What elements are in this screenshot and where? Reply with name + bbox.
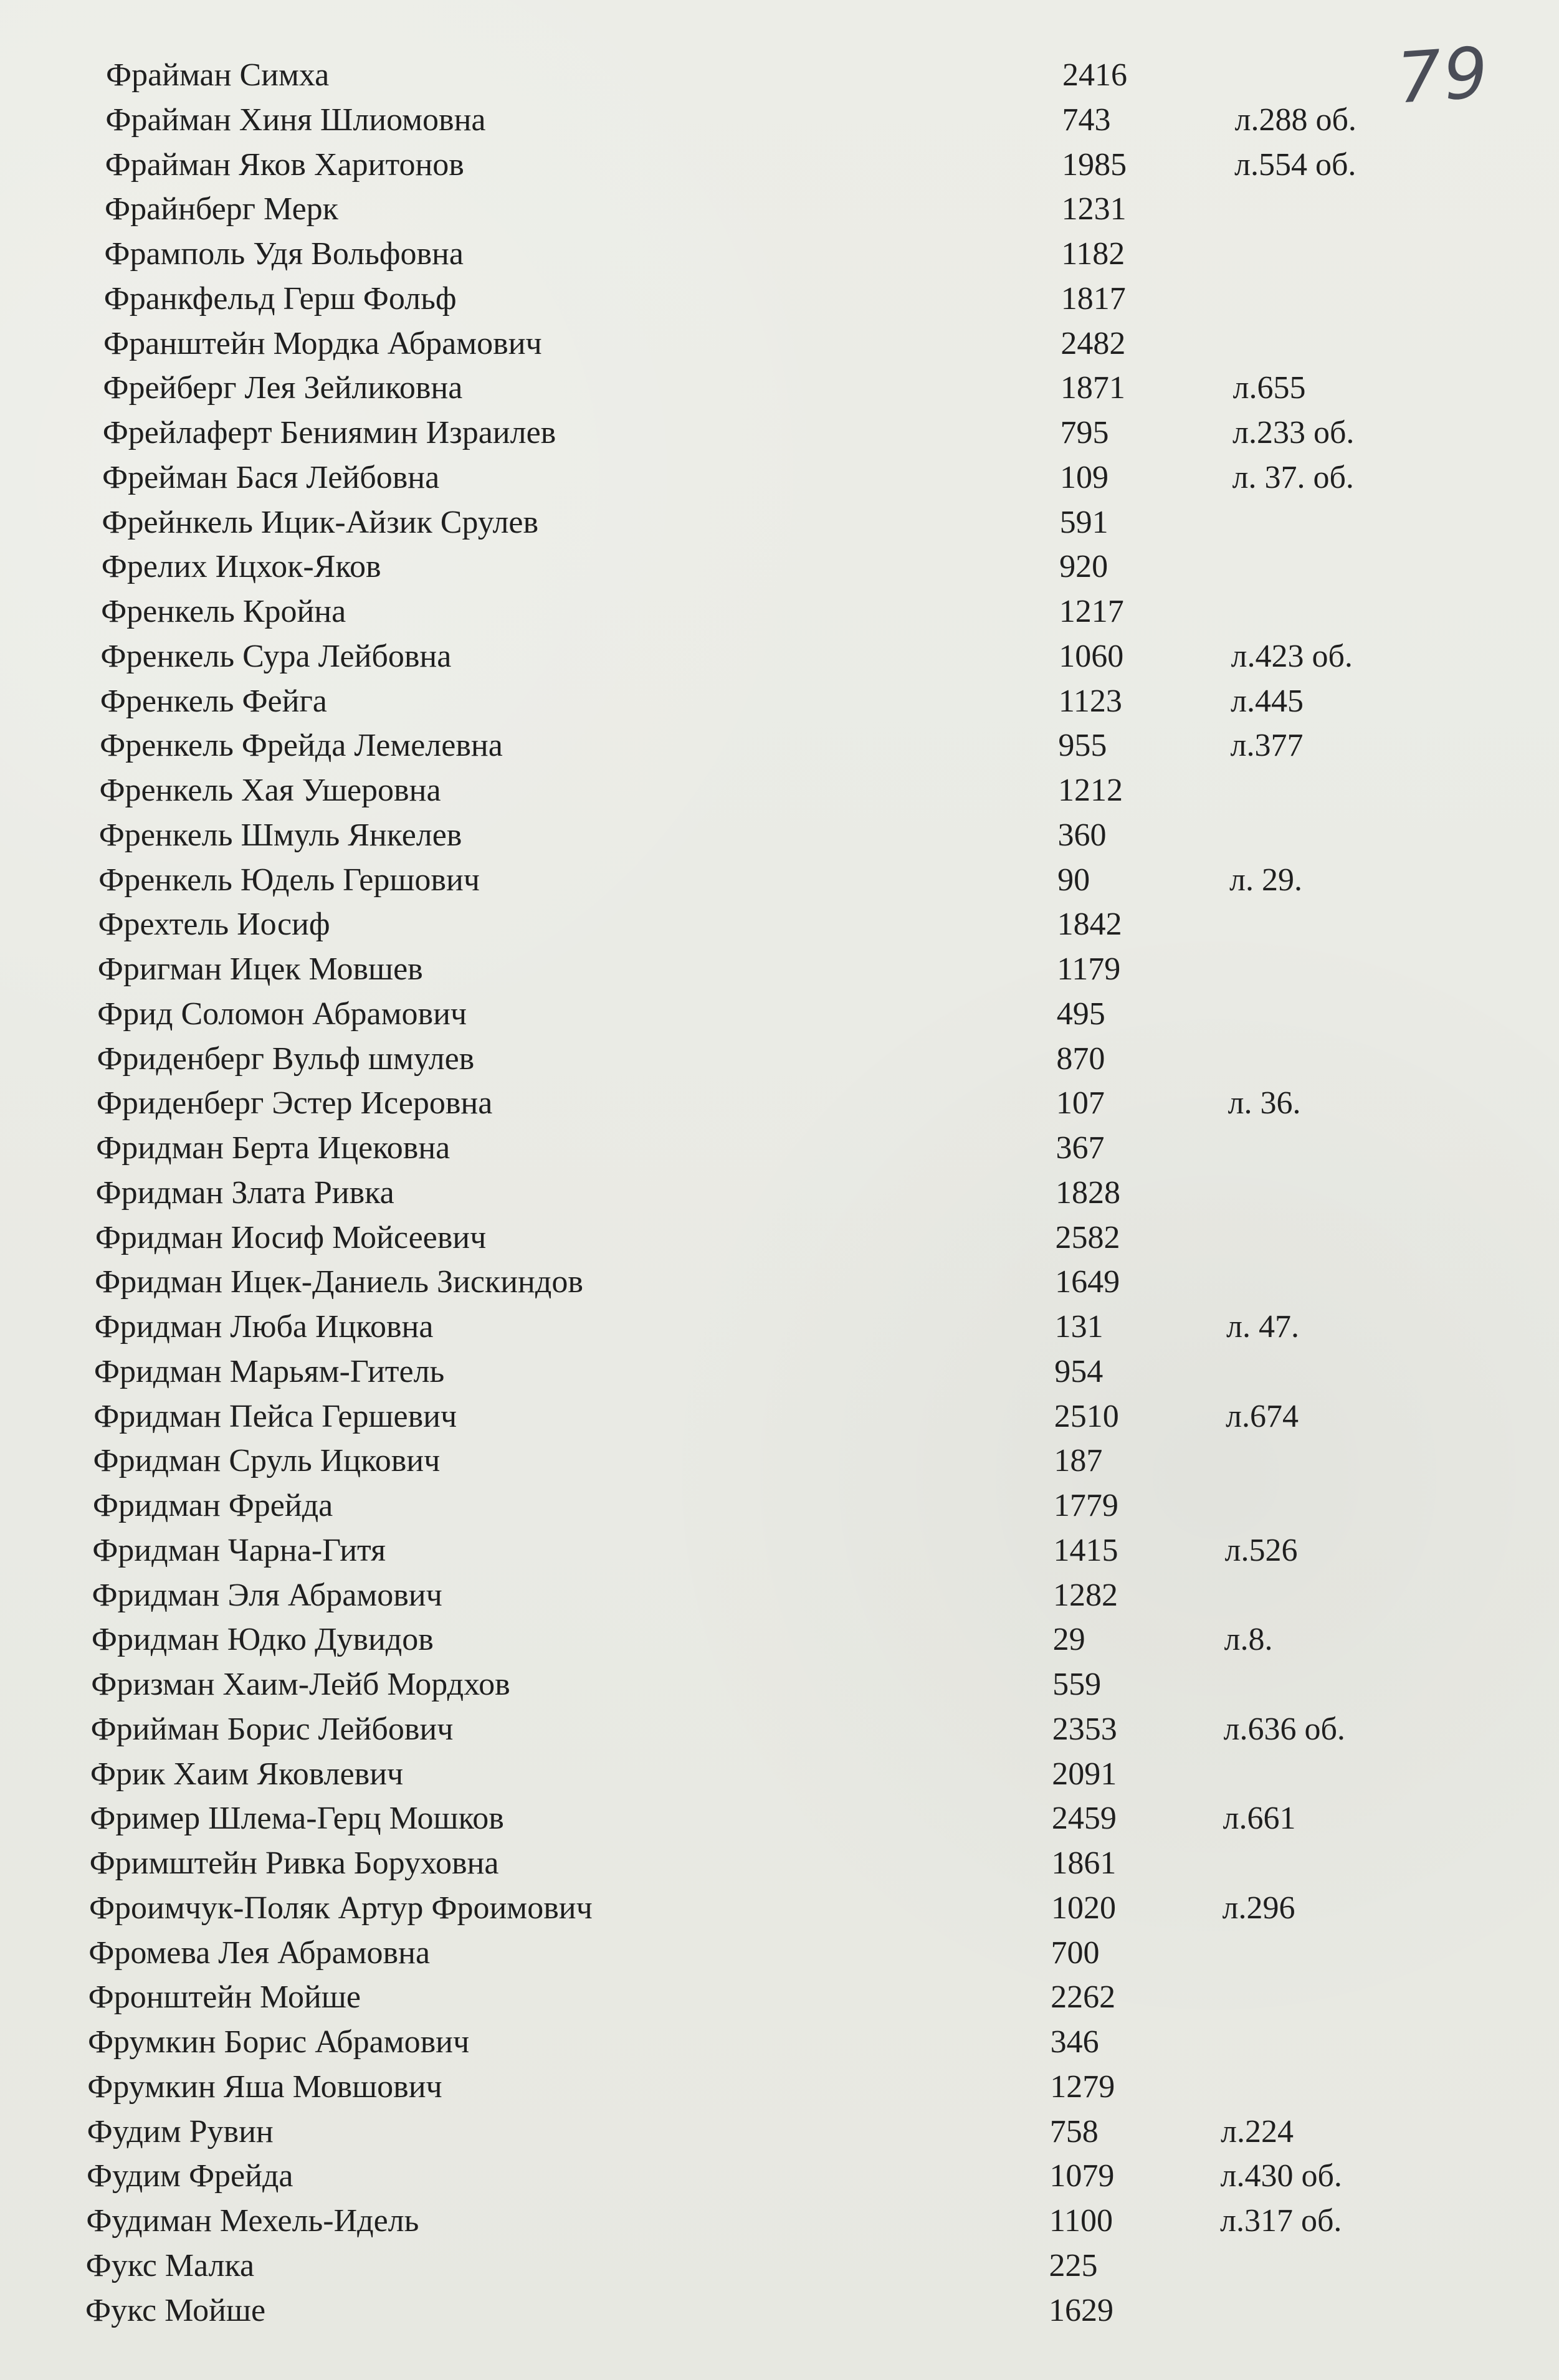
entry-name: Фрейнкель Ицик-Айзик Срулев	[102, 504, 539, 540]
entry-number: 1817	[1061, 280, 1126, 317]
entry-name: Фрумкин Яша Мовшович	[87, 2068, 442, 2105]
entry-number: 1871	[1060, 370, 1125, 406]
entry-name: Френкель Хая Ушеровна	[99, 773, 441, 808]
list-item	[0, 1892, 1559, 1937]
entry-name: Фудиман Мехель-Идель	[86, 2203, 419, 2239]
entry-name: Фрайман Яков Харитонов	[105, 146, 464, 183]
entry-name: Франштейн Мордка Абрамович	[103, 325, 542, 361]
list-item	[0, 1040, 1559, 1088]
entry-reference: л.655	[1232, 370, 1306, 406]
entry-name: Фрайнберг Мерк	[105, 191, 338, 227]
entry-reference: л.8.	[1224, 1622, 1273, 1658]
list-item	[0, 2068, 1559, 2116]
entry-name: Фукс Мойше	[85, 2292, 266, 2328]
entry-name: Фримштейн Ривка Боруховна	[89, 1845, 499, 1881]
entry-name: Фромева Лея Абрамовна	[88, 1935, 431, 1971]
entry-name: Фридман Злата Ривка	[95, 1174, 394, 1211]
entry-number: 954	[1054, 1353, 1104, 1389]
list-item	[0, 640, 1559, 685]
entry-number: 1415	[1053, 1532, 1118, 1568]
list-item	[0, 1132, 1559, 1177]
list-item	[0, 1981, 1559, 2026]
list-item	[0, 1353, 1559, 1401]
list-item	[0, 459, 1559, 507]
entry-name: Фрейберг Лея Зейликовна	[103, 370, 463, 406]
entry-number: 2510	[1054, 1398, 1119, 1434]
list-item	[0, 1266, 1559, 1311]
list-item	[0, 864, 1559, 909]
list-item	[0, 685, 1559, 730]
entry-name: Фридман Юдко Дувидов	[91, 1622, 434, 1658]
entry-name: Фриденберг Вульф шмулев	[97, 1040, 475, 1077]
list-item	[0, 1713, 1559, 1758]
entry-reference: л.288 об.	[1234, 102, 1356, 138]
list-item	[0, 417, 1559, 462]
list-item	[0, 1758, 1559, 1803]
entry-number: 29	[1052, 1622, 1085, 1658]
entry-name: Фрехтель Иосиф	[98, 907, 330, 943]
list-item	[0, 596, 1559, 640]
entry-number: 2091	[1052, 1756, 1117, 1792]
list-item	[0, 2292, 1559, 2340]
entry-number: 795	[1060, 415, 1109, 450]
list-item	[0, 1937, 1559, 1982]
entry-name: Фригман Ицек Мовшев	[97, 951, 423, 987]
entry-name: Френкель Кройна	[101, 594, 346, 629]
list-item	[0, 730, 1559, 774]
entry-number: 1217	[1059, 594, 1124, 629]
entry-name: Фудим Фрейда	[86, 2158, 293, 2194]
entry-number: 1179	[1057, 951, 1121, 987]
list-item	[0, 1398, 1559, 1445]
entry-reference: л.296	[1222, 1890, 1295, 1926]
entry-name: Фрелих Ицхок-Яков	[101, 549, 381, 585]
entry-number: 1282	[1053, 1577, 1118, 1613]
entry-reference: л.445	[1231, 683, 1304, 719]
entry-number: 131	[1054, 1309, 1104, 1345]
entry-number: 1060	[1059, 638, 1124, 674]
list-item	[0, 2205, 1559, 2250]
entry-name: Фридман Марьям-Гитель	[93, 1353, 445, 1389]
list-item	[0, 1311, 1559, 1356]
entry-name: Фридман Эля Абрамович	[92, 1577, 442, 1613]
list-item	[0, 1532, 1559, 1579]
entry-name: Френкель Сура Лейбовна	[100, 638, 452, 674]
entry-number: 1779	[1053, 1488, 1118, 1523]
entry-name: Френкель Юдель Гершович	[98, 862, 480, 898]
entry-name: Фридман Берта Ицековна	[96, 1130, 451, 1166]
entry-name: Фризман Хаим-Лейб Мордхов	[91, 1667, 510, 1702]
entry-name: Фрийман Борис Лейбович	[90, 1711, 454, 1747]
entry-name: Фроимчук-Поляк Артур Фроимович	[88, 1890, 593, 1926]
entry-reference: л. 29.	[1229, 862, 1302, 898]
list-item	[0, 1219, 1559, 1267]
entry-reference: л.423 об.	[1231, 638, 1353, 674]
entry-number: 870	[1056, 1040, 1105, 1077]
entry-name: Фудим Рувин	[87, 2113, 274, 2149]
entry-reference: л.661	[1223, 1801, 1296, 1837]
entry-number: 2353	[1052, 1711, 1117, 1747]
list-item	[0, 1174, 1559, 1222]
entry-number: 90	[1057, 862, 1090, 898]
entry-name: Фридман Иосиф Мойсеевич	[95, 1219, 487, 1255]
list-item	[0, 2113, 1559, 2161]
entry-name: Фридман Чарна-Гитя	[92, 1532, 386, 1568]
entry-number: 1212	[1057, 773, 1123, 808]
entry-name: Френкель Фейга	[100, 683, 327, 719]
entry-name: Фридман Пейса Гершевич	[93, 1398, 457, 1434]
list-item	[0, 2026, 1559, 2071]
entry-number: 559	[1052, 1667, 1102, 1702]
entry-number: 955	[1058, 728, 1107, 764]
entry-number: 495	[1056, 996, 1105, 1032]
entry-reference: л.377	[1230, 728, 1304, 764]
entry-name: Франкфельд Герш Фольф	[103, 280, 457, 317]
entry-reference: л.430 об.	[1220, 2158, 1342, 2194]
list-item	[0, 1445, 1559, 1490]
entry-reference: л.233 об.	[1232, 415, 1355, 450]
entry-number: 2582	[1055, 1219, 1120, 1255]
list-item	[0, 1579, 1559, 1624]
entry-number: 109	[1060, 459, 1109, 495]
entry-number: 2482	[1061, 325, 1126, 361]
entry-reference: л. 37. об.	[1232, 459, 1354, 495]
list-item	[0, 146, 1559, 194]
entry-number: 1100	[1049, 2203, 1113, 2239]
entry-name: Фример Шлема-Герц Мошков	[90, 1801, 504, 1837]
list-item	[0, 551, 1559, 596]
entry-name: Фронштейн Мойше	[88, 1979, 361, 2016]
list-item	[0, 1668, 1559, 1713]
entry-number: 920	[1059, 549, 1108, 585]
entry-number: 1079	[1049, 2158, 1115, 2194]
entry-number: 1231	[1061, 191, 1127, 227]
list-item	[0, 1087, 1559, 1132]
entry-number: 360	[1057, 817, 1107, 853]
entry-number: 1828	[1056, 1174, 1120, 1211]
entry-number: 187	[1054, 1443, 1103, 1479]
entry-name: Фридман Сруль Ицкович	[93, 1443, 441, 1479]
entry-number: 225	[1049, 2247, 1098, 2283]
entry-reference: л.526	[1224, 1532, 1298, 1568]
entry-reference: л.224	[1221, 2113, 1294, 2149]
entry-number: 1279	[1050, 2068, 1115, 2105]
list-item	[0, 504, 1559, 551]
entry-name: Фрайман Хиня Шлиомовна	[105, 102, 486, 138]
entry-number: 1861	[1051, 1845, 1117, 1881]
entry-name: Фрид Соломон Абрамович	[97, 996, 467, 1032]
entry-name: Фрейлаферт Бениямин Израилев	[102, 415, 556, 450]
entry-number: 743	[1062, 102, 1111, 138]
entry-number: 1123	[1058, 683, 1122, 719]
entry-name: Фридман Фрейда	[92, 1488, 333, 1523]
list-item	[0, 238, 1559, 283]
entry-name: Френкель Фрейда Лемелевна	[100, 728, 503, 764]
entry-name: Фрейман Бася Лейбовна	[102, 459, 440, 495]
entry-name: Фрайман Симха	[106, 57, 330, 93]
entry-number: 2459	[1051, 1801, 1117, 1837]
entry-number: 1182	[1061, 236, 1125, 272]
entry-number: 700	[1051, 1935, 1100, 1971]
entry-number: 1629	[1049, 2292, 1113, 2328]
list-item	[0, 372, 1559, 417]
entry-reference: л. 47.	[1226, 1309, 1299, 1345]
list-item	[0, 193, 1559, 238]
entry-number: 2416	[1062, 57, 1127, 93]
list-item	[0, 104, 1559, 149]
entry-reference: л.674	[1226, 1398, 1299, 1434]
entry-number: 591	[1059, 504, 1108, 540]
list-item	[0, 2247, 1559, 2295]
list-item	[0, 998, 1559, 1043]
entry-reference: л.317 об.	[1220, 2203, 1342, 2239]
list-item	[0, 1847, 1559, 1892]
page-number: 79	[1395, 32, 1493, 120]
list-item	[0, 1624, 1559, 1668]
list-item	[0, 908, 1559, 953]
list-item	[0, 1490, 1559, 1535]
entry-number: 367	[1056, 1130, 1105, 1166]
entry-number: 1985	[1062, 146, 1127, 183]
entry-number: 1020	[1051, 1890, 1116, 1926]
list-item	[0, 819, 1559, 864]
list-item	[0, 774, 1559, 819]
entry-name: Фриденберг Эстер Исеровна	[96, 1085, 493, 1121]
list-item	[0, 953, 1559, 998]
list-item	[0, 2160, 1559, 2205]
entry-name: Фридман Люба Ицковна	[94, 1309, 434, 1345]
entry-name: Фрик Хаим Яковлевич	[90, 1756, 404, 1792]
entry-name: Фрумкин Борис Абрамович	[87, 2024, 470, 2060]
entry-name: Френкель Шмуль Янкелев	[98, 817, 462, 853]
list-item	[0, 325, 1559, 373]
entry-reference: л.554 об.	[1234, 146, 1356, 183]
list-item	[0, 280, 1559, 328]
entry-reference: л. 36.	[1228, 1085, 1301, 1121]
list-item	[0, 59, 1559, 104]
entry-name: Фрамполь Удя Вольфовна	[104, 236, 464, 272]
entry-name: Фридман Ицек-Даниель Зискиндов	[95, 1264, 583, 1300]
entry-number: 1842	[1057, 907, 1122, 943]
entry-reference: л.636 об.	[1223, 1711, 1345, 1747]
entry-number: 1649	[1055, 1264, 1120, 1300]
entry-number: 758	[1049, 2113, 1099, 2149]
entry-number: 107	[1056, 1085, 1105, 1121]
entry-name: Фукс Малка	[85, 2247, 255, 2283]
list-item	[0, 1802, 1559, 1847]
entry-number: 2262	[1051, 1979, 1116, 2016]
entry-number: 346	[1050, 2024, 1099, 2060]
